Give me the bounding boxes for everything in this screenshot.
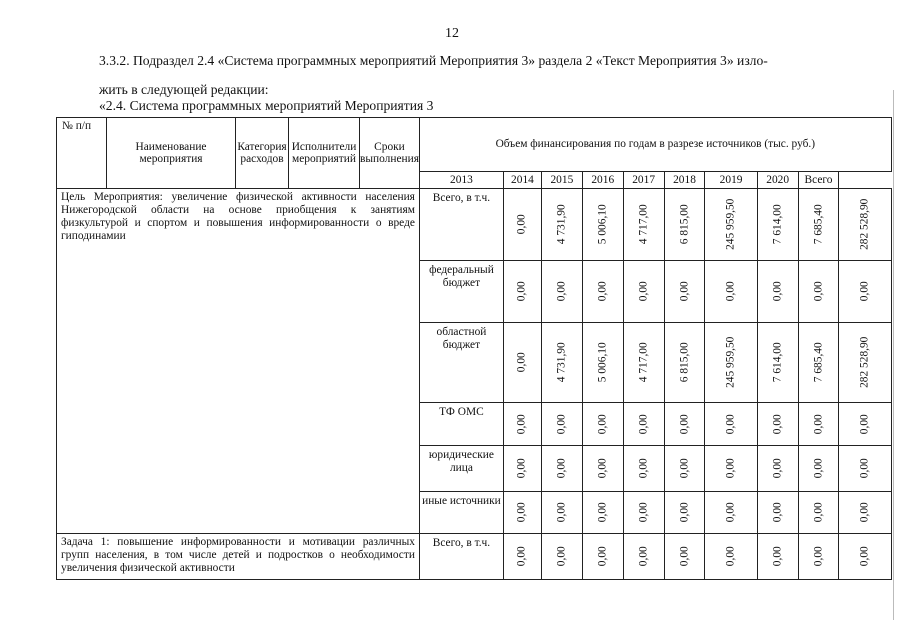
value-text: 0,00 xyxy=(637,502,650,523)
value-cell xyxy=(503,403,541,446)
value-cell xyxy=(582,323,623,403)
section-subheading: «2.4. Система программных мероприятий Мероприятия 3 xyxy=(99,98,434,113)
value-text: 0,00 xyxy=(812,502,825,523)
year-header: 2017 xyxy=(623,172,664,189)
value-text: 5 006,10 xyxy=(596,204,609,245)
value-cell xyxy=(798,189,839,261)
header-terms: Сроки выполнения xyxy=(360,118,420,189)
goal-row xyxy=(57,189,892,261)
value-text: 0,00 xyxy=(812,414,825,434)
value-text: 0,00 xyxy=(637,458,650,479)
goal-text: Цель Мероприятия: увеличение физической активности населения Нижегородской области на основе приобщения к занятиям физкультурой и спортом и повышения информированности о вреде гиподинамии xyxy=(57,189,420,534)
value-cell xyxy=(582,403,623,446)
value-text: 0,00 xyxy=(555,414,568,434)
value-text: 0,00 xyxy=(858,502,871,523)
value-text: 0,00 xyxy=(596,502,609,523)
value-cell xyxy=(664,534,705,580)
value-cell xyxy=(839,534,891,580)
value-cell xyxy=(623,261,664,323)
header-row xyxy=(57,118,892,172)
value-cell xyxy=(541,492,582,534)
scan-edge-line xyxy=(893,90,894,620)
intro-paragraph xyxy=(56,52,846,99)
year-header: 2014 xyxy=(503,172,541,189)
value-cell xyxy=(705,534,757,580)
value-text: 0,00 xyxy=(858,281,871,302)
value-text: 0,00 xyxy=(637,546,650,567)
value-cell xyxy=(623,492,664,534)
value-text: 7 614,00 xyxy=(771,204,784,245)
value-cell xyxy=(664,492,705,534)
source-label: юридические лица xyxy=(419,446,503,492)
value-text: 0,00 xyxy=(637,414,650,434)
value-text: 0,00 xyxy=(516,546,529,567)
year-header: 2018 xyxy=(664,172,705,189)
value-cell xyxy=(705,446,757,492)
value-text: 0,00 xyxy=(724,414,737,434)
year-header: 2019 xyxy=(705,172,757,189)
value-text: 0,00 xyxy=(678,414,691,434)
header-financing: Объем финансирования по годам в разрезе источников (тыс. руб.) xyxy=(419,118,891,172)
year-header: 2013 xyxy=(419,172,503,189)
header-category: Категория расходов xyxy=(236,118,289,189)
value-cell xyxy=(582,189,623,261)
value-cell xyxy=(582,446,623,492)
value-cell xyxy=(757,189,798,261)
page-number: 12 xyxy=(445,26,459,41)
value-text: 0,00 xyxy=(812,281,825,302)
source-label: Всего, в т.ч. xyxy=(419,189,503,261)
value-text: 0,00 xyxy=(516,414,529,434)
value-cell xyxy=(705,403,757,446)
value-text: 0,00 xyxy=(516,352,529,373)
value-cell xyxy=(541,189,582,261)
value-text: 5 006,10 xyxy=(596,342,609,383)
value-text: 282 528,90 xyxy=(858,336,871,389)
value-cell xyxy=(705,323,757,403)
year-header: Всего xyxy=(798,172,839,189)
financing-table xyxy=(56,117,892,580)
source-label: федеральный бюджет xyxy=(419,261,503,323)
value-text: 245 959,50 xyxy=(724,336,737,389)
value-cell xyxy=(839,446,891,492)
value-text: 0,00 xyxy=(678,458,691,479)
value-text: 7 685,40 xyxy=(812,204,825,245)
value-text: 0,00 xyxy=(555,502,568,523)
value-cell xyxy=(757,492,798,534)
value-text: 0,00 xyxy=(555,458,568,479)
task-text: Задача 1: повышение информированности и мотивации различных групп населения, в том числе детей и подростков о необходимости увеличения физической активности xyxy=(57,534,420,580)
year-header: 2020 xyxy=(757,172,798,189)
value-cell xyxy=(623,403,664,446)
value-cell xyxy=(503,189,541,261)
intro-line-1: 3.3.2. Подраздел 2.4 «Система программных мероприятий Мероприятия 3» раздела 2 «Текст Мероприятия 3» изло- xyxy=(99,53,768,68)
value-text: 6 815,00 xyxy=(678,204,691,245)
value-cell xyxy=(503,261,541,323)
value-cell xyxy=(541,446,582,492)
value-text: 4 717,00 xyxy=(637,342,650,383)
value-cell xyxy=(503,492,541,534)
value-cell xyxy=(798,492,839,534)
value-cell xyxy=(705,492,757,534)
value-text: 0,00 xyxy=(812,458,825,479)
value-text: 0,00 xyxy=(724,502,737,523)
value-text: 0,00 xyxy=(724,458,737,479)
value-cell xyxy=(623,189,664,261)
value-cell xyxy=(503,534,541,580)
value-cell xyxy=(541,261,582,323)
header-name: Наименование мероприятия xyxy=(107,118,236,189)
value-cell xyxy=(664,323,705,403)
value-cell xyxy=(582,534,623,580)
value-text: 4 717,00 xyxy=(637,204,650,245)
value-cell xyxy=(664,261,705,323)
value-cell xyxy=(705,189,757,261)
value-cell xyxy=(798,403,839,446)
value-cell xyxy=(839,403,891,446)
value-text: 0,00 xyxy=(555,546,568,567)
value-text: 0,00 xyxy=(678,502,691,523)
value-text: 0,00 xyxy=(516,458,529,479)
value-cell xyxy=(757,534,798,580)
value-text: 0,00 xyxy=(516,214,529,235)
value-text: 4 731,90 xyxy=(555,342,568,383)
value-text: 245 959,50 xyxy=(724,198,737,251)
value-cell xyxy=(798,534,839,580)
source-label: Всего, в т.ч. xyxy=(419,534,503,580)
value-text: 0,00 xyxy=(678,281,691,302)
value-text: 0,00 xyxy=(858,458,871,479)
source-label: ТФ ОМС xyxy=(419,403,503,446)
intro-line-2: жить в следующей редакции: xyxy=(99,82,269,97)
value-text: 0,00 xyxy=(555,281,568,302)
value-text: 0,00 xyxy=(858,546,871,567)
value-text: 0,00 xyxy=(724,281,737,302)
year-header: 2016 xyxy=(582,172,623,189)
value-cell xyxy=(623,534,664,580)
year-header: 2015 xyxy=(541,172,582,189)
value-text: 0,00 xyxy=(596,281,609,302)
header-executors: Исполнители мероприятий xyxy=(289,118,360,189)
value-cell xyxy=(757,261,798,323)
value-text: 0,00 xyxy=(771,502,784,523)
value-cell xyxy=(503,323,541,403)
header-num: № п/п xyxy=(57,118,107,189)
task-row xyxy=(57,534,892,580)
value-cell xyxy=(582,492,623,534)
value-cell xyxy=(839,323,891,403)
value-cell xyxy=(798,446,839,492)
value-text: 0,00 xyxy=(637,281,650,302)
source-label: областной бюджет xyxy=(419,323,503,403)
value-cell xyxy=(664,189,705,261)
value-text: 282 528,90 xyxy=(858,198,871,251)
value-text: 6 815,00 xyxy=(678,342,691,383)
value-text: 4 731,90 xyxy=(555,204,568,245)
value-text: 0,00 xyxy=(596,414,609,434)
source-label: иные источники xyxy=(419,492,503,534)
value-cell xyxy=(757,403,798,446)
value-cell xyxy=(757,446,798,492)
value-text: 0,00 xyxy=(516,281,529,302)
value-text: 7 614,00 xyxy=(771,342,784,383)
value-cell xyxy=(623,323,664,403)
value-text: 0,00 xyxy=(771,458,784,479)
value-cell xyxy=(664,403,705,446)
value-cell xyxy=(839,189,891,261)
value-cell xyxy=(798,323,839,403)
value-text: 0,00 xyxy=(678,546,691,567)
value-cell xyxy=(798,261,839,323)
value-text: 0,00 xyxy=(771,414,784,434)
value-text: 0,00 xyxy=(724,546,737,567)
value-cell xyxy=(582,261,623,323)
value-text: 0,00 xyxy=(596,458,609,479)
value-cell xyxy=(541,403,582,446)
value-text: 0,00 xyxy=(596,546,609,567)
value-text: 0,00 xyxy=(516,502,529,523)
value-text: 0,00 xyxy=(812,546,825,567)
value-cell xyxy=(757,323,798,403)
value-cell xyxy=(664,446,705,492)
value-cell xyxy=(541,323,582,403)
value-text: 7 685,40 xyxy=(812,342,825,383)
value-cell xyxy=(839,261,891,323)
value-cell xyxy=(839,492,891,534)
value-text: 0,00 xyxy=(771,546,784,567)
value-cell xyxy=(705,261,757,323)
value-cell xyxy=(503,446,541,492)
value-cell xyxy=(541,534,582,580)
value-text: 0,00 xyxy=(771,281,784,302)
value-text: 0,00 xyxy=(858,414,871,434)
value-cell xyxy=(623,446,664,492)
